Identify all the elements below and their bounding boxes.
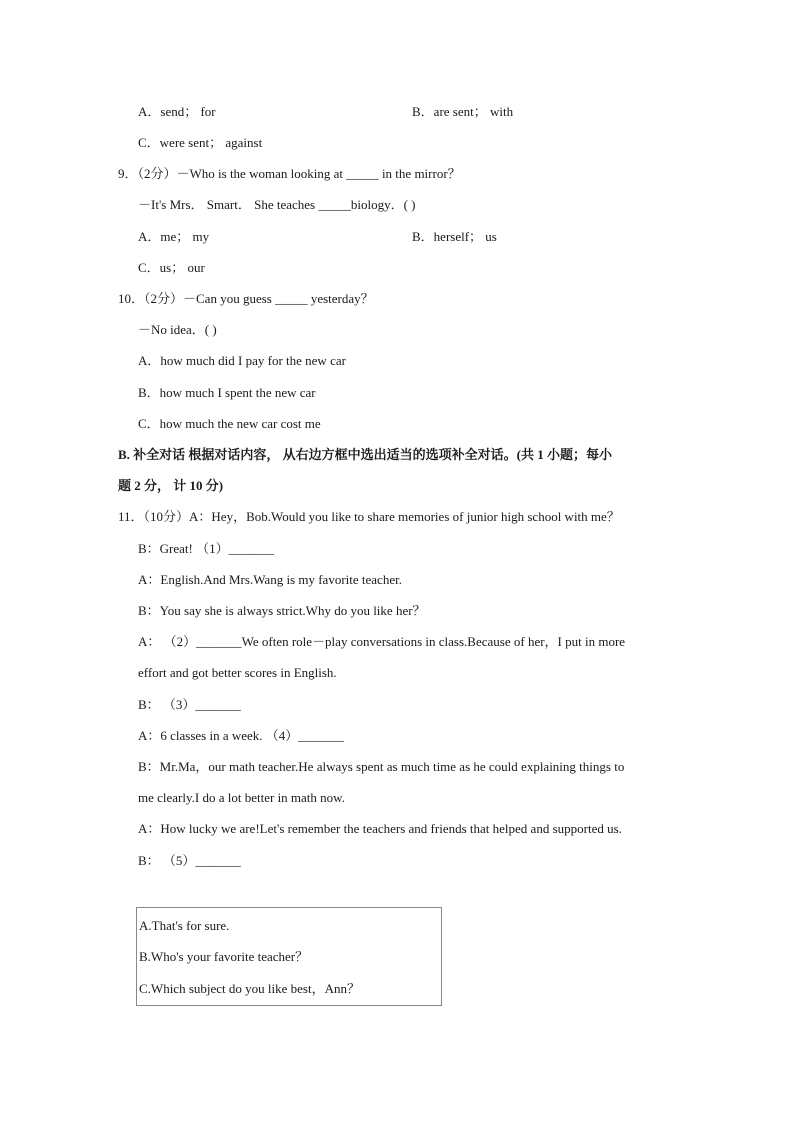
- q9-stem: 9．（2分）－Who is the woman looking at _____ in the mirror？: [118, 166, 461, 181]
- q11-line: B： （5）_______: [138, 853, 241, 868]
- q11-line: A：English.And Mrs.Wang is my favorite teacher.: [138, 572, 402, 587]
- q8-option-b: B．are sent； with: [412, 104, 514, 119]
- q9-option-c: C．us； our: [138, 260, 205, 275]
- q11-line: 11．（10分）A：Hey，Bob.Would you like to share memories of junior high school with me？: [118, 509, 620, 524]
- q10-stem: 10．（2分）－Can you guess _____ yesterday？: [118, 291, 374, 306]
- q11-line: A：How lucky we are!Let's remember the teachers and friends that helped and supported us.: [138, 821, 622, 836]
- q11-line: A： （2）_______We often role－play conversations in class.Because of her，I put in more: [138, 634, 626, 649]
- q10-reply: －No idea．( ): [138, 322, 217, 337]
- section-b-heading-line2: 题 2 分， 计 10 分): [118, 478, 224, 493]
- q11-line: A：6 classes in a week. （4）_______: [138, 728, 344, 743]
- q8-option-a: A．send； for: [138, 104, 216, 119]
- q11-box-option-c: C.Which subject do you like best，Ann？: [139, 981, 360, 996]
- q9-option-b: B．herself； us: [412, 229, 497, 244]
- q11-line: B：You say she is always strict.Why do you like her？: [138, 603, 426, 618]
- q10-option-c: C．how much the new car cost me: [138, 416, 321, 431]
- q10-option-b: B．how much I spent the new car: [138, 385, 316, 400]
- q9-reply: －It's Mrs． Smart． She teaches _____biology．( ): [138, 197, 416, 212]
- q10-option-a: A．how much did I pay for the new car: [138, 353, 346, 368]
- q11-line: effort and got better scores in English.: [138, 665, 337, 680]
- q11-line: B：Great! （1）_______: [138, 541, 275, 556]
- section-b-heading-line1: B. 补全对话 根据对话内容， 从右边方框中选出适当的选项补全对话。(共 1 小题；每小: [118, 447, 613, 462]
- q9-option-a: A．me； my: [138, 229, 210, 244]
- q11-box-option-a: A.That's for sure.: [139, 918, 230, 933]
- q8-option-c: C．were sent； against: [138, 135, 263, 150]
- q11-options-box: [136, 907, 442, 1006]
- q11-box-option-b: B.Who's your favorite teacher？: [139, 949, 309, 964]
- q11-line: B： （3）_______: [138, 697, 241, 712]
- q11-line: me clearly.I do a lot better in math now.: [138, 790, 345, 805]
- q11-line: B：Mr.Ma，our math teacher.He always spent as much time as he could explaining things to: [138, 759, 625, 774]
